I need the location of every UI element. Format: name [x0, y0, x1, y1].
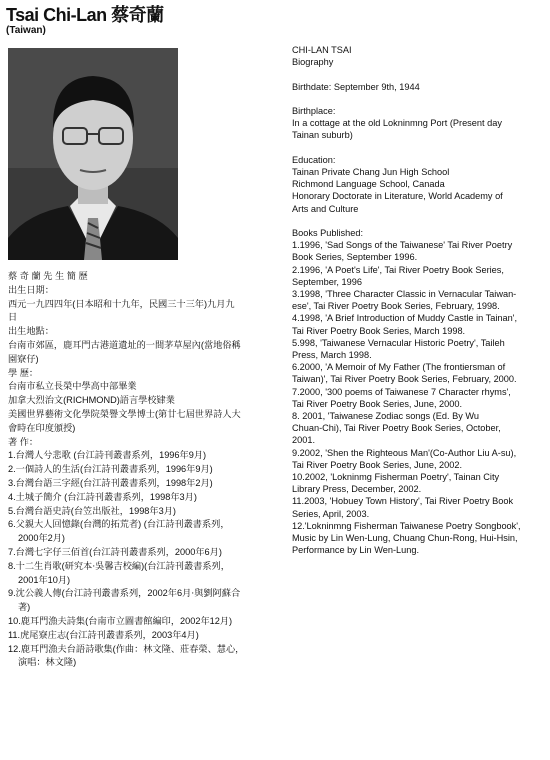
bio-line: Chuan-Chi), Tai River Poetry Book Series, October, — [292, 423, 501, 434]
bio-line: 1.台灣人兮悲歌 (台江詩刊叢書系列，1996年9月) — [8, 450, 207, 461]
bio-line: 2000年2月) — [18, 533, 65, 544]
bio-line: Taiwan)', Tai River Poetry Book Series, February, 2000. — [292, 374, 517, 385]
bio-line: Tai River Poetry Book Series, June, 2002. — [292, 459, 463, 470]
bio-line: In a cottage at the old Lokninmng Port (Present day — [292, 118, 502, 129]
birthdate-block — [292, 81, 542, 93]
bio-line: 著 作： — [8, 436, 39, 447]
bio-line: 5.998, 'Taiwanese Vernacular Historic Poetry', Taileh — [292, 337, 505, 348]
bio-line: 12.鹿耳門漁夫台語詩歌集(作曲：林文隆、莊春榮、慧心， — [8, 643, 245, 654]
bio-line: Press, March 1998. — [292, 350, 372, 361]
bio-line: 7.台灣七字仔三佰首(台江詩刊叢書系列，2000年6月) — [8, 546, 222, 557]
bio-line: 8.十二生肖歌(研究本‧吳馨吉校編)(台江詩刊叢書系列， — [8, 560, 230, 571]
bio-line: 台南市私立長榮中學高中部畢業 — [8, 381, 137, 392]
page-header — [6, 4, 164, 37]
bio-line: 6.2000, 'A Memoir of My Father (The frontiersman of — [292, 362, 506, 373]
bio-line: Tai River Poetry Book Series, March 1998. — [292, 325, 466, 336]
bio-line: Birthdate: September 9th, 1944 — [292, 81, 420, 92]
books-block — [292, 227, 542, 556]
bio-line: 會時在印度頒授) — [8, 422, 76, 433]
bio-line: Arts and Culture — [292, 203, 359, 214]
bio-line: 學 歷： — [8, 367, 39, 378]
page-subtitle: (Taiwan) — [6, 25, 46, 36]
bio-line: 2.1996, 'A Poet's Life', Tai River Poetry Book Series, — [292, 264, 504, 275]
bio-line: 9.沈公義人傳(台江詩刊叢書系列，2002年6月‧與劉阿蘇合 — [8, 588, 241, 599]
education-block — [292, 154, 542, 215]
bio-line: Richmond Language School, Canada — [292, 179, 445, 190]
bio-line: 日 — [8, 312, 18, 323]
bio-line: 11.2003, 'Hobuey Town History', Tai River Poetry Book — [292, 496, 514, 507]
bio-line: 6.父親大人回憶錄(台灣的拓荒者) (台江詩刊叢書系列， — [8, 519, 230, 530]
bio-line: 台南市郊區，鹿耳門古港道遺址的一間茅草屋內(當地俗稱 — [8, 339, 241, 350]
bio-line: 4.土城子簡介 (台江詩刊叢書系列，1998年3月) — [8, 491, 197, 502]
bio-line: Tainan suburb) — [292, 130, 353, 141]
bio-line: 2.一個詩人的生活(台江詩刊叢書系列，1996年9月) — [8, 464, 213, 475]
bio-line: 10.2002, 'Lokninmg Fisherman Poetry', Tainan City — [292, 472, 500, 483]
bio-line: Series, April, 2003. — [292, 508, 370, 519]
bio-line: 8. 2001, 'Taiwanese Zodiac songs (Ed. By Wu — [292, 411, 479, 422]
bio-line: 2001年10月) — [18, 574, 71, 585]
birthplace-block — [292, 105, 542, 142]
bio-line: Tai River Poetry Book Series, June, 2000. — [292, 398, 463, 409]
bio-line: 5.台灣台語史詩(台笠出版社，1998年3月) — [8, 505, 176, 516]
bio-line: 美國世界藝術文化學院榮譽文學博士(第廿七屆世界詩人大 — [8, 408, 241, 419]
bio-line: Birthplace: — [292, 105, 336, 116]
bio-line: 7.2000, '300 poems of Taiwanese 7 Character rhyms', — [292, 386, 511, 397]
bio-line: Biography — [292, 57, 334, 68]
page-title: Tsai Chi-Lan 蔡奇蘭 — [6, 5, 164, 25]
bio-heading-block — [292, 44, 542, 68]
bio-line: 10.鹿耳門漁夫詩集(台南市立圖書館編印，2002年12月) — [8, 615, 233, 626]
bio-line: September, 1996 — [292, 276, 362, 287]
bio-line: 著) — [18, 602, 31, 613]
bio-line: 園寮仔) — [8, 353, 39, 364]
bio-line: 加拿大烈治文(RICHMOND)語言學校肄業 — [8, 395, 175, 406]
bio-line: Music by Lin Wen-Lung, Chuang Chun-Rong, Hui-Hsin, — [292, 533, 518, 544]
bio-line: 2001. — [292, 435, 315, 446]
bio-line: 蔡 奇 蘭 先 生 簡 歷 — [8, 271, 88, 281]
bio-line: Books Published: — [292, 227, 363, 238]
chinese-biography — [8, 270, 270, 670]
bio-line: 9.2002, 'Shen the Righteous Man'(Co-Author Liu A-su), — [292, 447, 517, 458]
bio-line: 出生地點： — [8, 326, 54, 337]
bio-line: Education: — [292, 154, 336, 165]
bio-line: Honorary Doctorate in Literature, World Academy of — [292, 191, 503, 202]
bio-line: Library Press, December, 2002. — [292, 484, 422, 495]
bio-line: ese', Tai River Poetry Book Series, February, 1998. — [292, 301, 500, 312]
bio-line: CHI-LAN TSAI — [292, 45, 352, 55]
bio-line: 3.台灣台語三字經(台江詩刊叢書系列，1998年2月) — [8, 477, 213, 488]
bio-line: 11.虎尾寮庄志(台江詩刊叢書系列，2003年4月) — [8, 629, 199, 640]
portrait-photo — [8, 48, 178, 260]
bio-line: Performance by Lin Wen-Lung. — [292, 545, 419, 556]
bio-line: 1.1996, 'Sad Songs of the Taiwanese' Tai River Poetry — [292, 240, 513, 251]
bio-line: 3.1998, 'Three Character Classic in Vernacular Taiwan- — [292, 289, 517, 299]
bio-line: Book Series, September 1996. — [292, 252, 418, 263]
bio-line: Tainan Private Chang Jun High School — [292, 166, 450, 177]
english-biography — [292, 44, 542, 569]
bio-line: 演唱：林文隆) — [18, 657, 77, 668]
bio-line: 12.'Lokninmng Fisherman Taiwanese Poetry Songbook', — [292, 520, 521, 531]
bio-line: 4.1998, 'A Brief Introduction of Muddy Castle in Tainan', — [292, 313, 517, 324]
portrait-photo-icon — [8, 48, 178, 260]
bio-line: 西元一九四四年(日本昭和十九年，民國三十三年)九月九 — [8, 298, 235, 309]
bio-line: 出生日期： — [8, 284, 54, 295]
